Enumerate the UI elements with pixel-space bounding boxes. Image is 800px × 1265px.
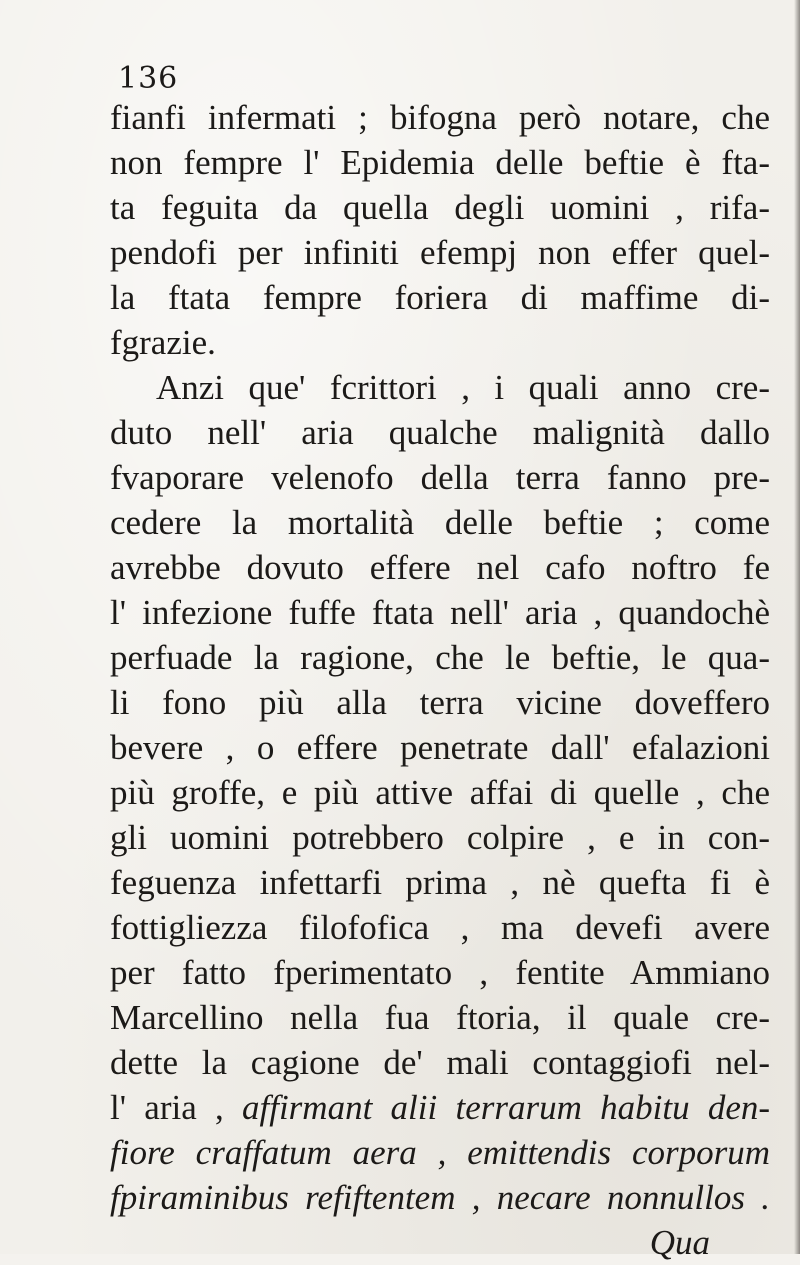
text-line: l' infezione fuffe ftata nell' aria , quandochè <box>110 593 770 632</box>
text-line: pendofi per infiniti efempj non effer quel- <box>110 233 770 272</box>
text-line: fianfi infermati ; bifogna però notare, che <box>110 98 770 137</box>
text-line: la ftata fempre foriera di maffime di- <box>110 278 770 317</box>
catchword: Qua <box>649 1223 710 1262</box>
text-line: Marcellino nella fua ftoria, il quale cre- <box>110 998 770 1037</box>
text-line: fottigliezza filofofica , ma devefi avere <box>110 908 770 947</box>
page-edge-shadow <box>794 0 800 1254</box>
latin-quote-segment: affirmant alii terrarum habitu den- <box>242 1088 771 1127</box>
body-text <box>110 95 770 1265</box>
text-line: perfuade la ragione, che le beftie, le qua- <box>110 638 770 677</box>
text-line: avrebbe dovuto effere nel cafo noftro fe <box>110 548 770 587</box>
text-line: li fono più alla terra vicine doveffero <box>110 683 770 722</box>
text-line: più groffe, e più attive affai di quelle , che <box>110 773 770 812</box>
text-line: bevere , o effere penetrate dall' efalazioni <box>110 728 770 767</box>
text-line: feguenza infettarfi prima , nè quefta fi è <box>110 863 770 902</box>
paragraph-start-line: Anzi que' fcrittori , i quali anno cre- <box>156 368 770 407</box>
latin-quote-line: fpiraminibus refiftentem , necare nonnullos . <box>110 1178 770 1217</box>
text-line: cedere la mortalità delle beftie ; come <box>110 503 770 542</box>
roman-segment: l' aria , <box>110 1088 224 1127</box>
mixed-text-line <box>110 1085 770 1130</box>
text-line: per fatto fperimentato , fentite Ammiano <box>110 953 770 992</box>
text-line: dette la cagione de' mali contaggiofi nel- <box>110 1043 770 1082</box>
page-number: 136 <box>118 61 179 96</box>
text-line: non fempre l' Epidemia delle beftie è fta- <box>110 143 770 182</box>
text-line: gli uomini potrebbero colpire , e in con- <box>110 818 770 857</box>
text-line: fvaporare velenofo della terra fanno pre- <box>110 458 770 497</box>
text-line: duto nell' aria qualche malignità dallo <box>110 413 770 452</box>
text-line: ta feguita da quella degli uomini , rifa- <box>110 188 770 227</box>
text-line: fgrazie. <box>110 323 216 362</box>
latin-quote-line: fiore craffatum aera , emittendis corporum <box>110 1133 770 1172</box>
